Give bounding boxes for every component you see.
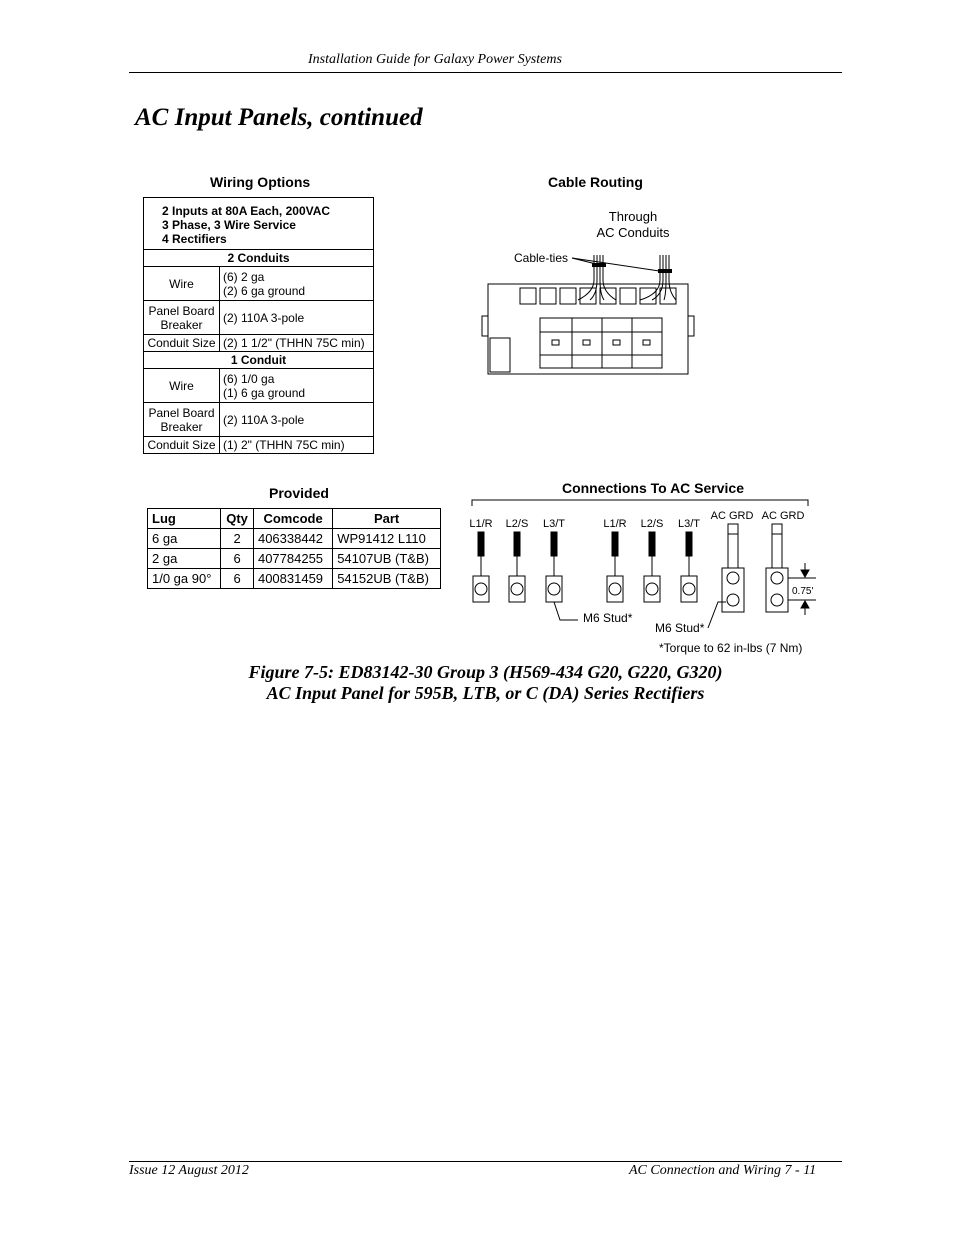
connections-diagram [462,478,828,660]
caption-line: Figure 7-5: ED83142-30 Group 3 (H569-434 G20, G220, G320) [248,662,723,682]
cable-ties-leader [572,258,666,272]
column-header: Part [333,509,441,529]
table-row [144,437,374,454]
row-label: Panel Board Breaker [144,403,220,437]
row-label: Conduit Size [144,437,220,454]
cell: 407784255 [253,549,332,569]
summary-line: 2 Inputs at 80A Each, 200VAC [162,204,331,218]
ground-label: AC GRD [710,510,754,522]
lug [473,532,489,602]
table-row [144,267,374,301]
cell: 6 [221,549,254,569]
wiring-options-table [143,197,374,454]
ground-lug-set [722,524,788,612]
cell: 2 ga [148,549,221,569]
lug-label: L3/T [542,518,566,530]
row-label: Wire [144,369,220,403]
lug [681,532,697,602]
connections-title: Connections To AC Service [561,480,745,496]
lug [509,532,525,602]
value-line: (6) 2 ga [223,269,265,284]
cable-routing-title: Cable Routing [548,174,643,190]
cell: 6 ga [148,529,221,549]
bracket [472,500,808,506]
ground-lug [722,524,744,612]
stud-note: M6 Stud* [655,621,705,635]
column-header: Comcode [253,509,332,529]
lug-set [473,532,697,602]
cell: 6 [221,569,254,589]
row-value: (1) 2" (THHN 75C min) [220,437,374,454]
row-value [220,369,374,403]
table-row [144,335,374,352]
figure-caption [129,662,842,704]
group-heading: 2 Conduits [144,250,374,267]
header-rule [129,72,842,73]
ground-label: AC GRD [761,510,805,522]
row-value: (2) 110A 3-pole [220,301,374,335]
value-line: (6) 1/0 ga [223,371,275,386]
table-row [144,250,374,267]
summary-line: 3 Phase, 3 Wire Service [162,218,296,232]
cell: WP91412 L110 [333,529,441,549]
stud-leader [554,602,578,620]
summary-line: 4 Rectifiers [162,232,227,246]
table-row [144,198,374,250]
cable-ties-label: Cable-ties [514,251,569,265]
lug [546,532,562,602]
mounting-ear [688,316,694,336]
wiring-options-title: Wiring Options [210,174,311,190]
row-label: Conduit Size [144,335,220,352]
cable-tie [658,269,672,273]
mounting-ear [482,316,488,336]
footer-issue: Issue 12 August 2012 [129,1163,249,1178]
lug-label: L2/S [640,518,664,530]
table-row [148,529,441,549]
lug [644,532,660,602]
table-row [144,369,374,403]
provided-title: Provided [269,485,329,501]
lug-label: L2/S [505,518,529,530]
lug-label: L3/T [677,518,701,530]
group-heading: 1 Conduit [144,352,374,369]
row-value: (2) 110A 3-pole [220,403,374,437]
page-title: AC Input Panels, continued [135,104,423,131]
breaker-row [540,318,662,368]
panel-enclosure [488,284,688,374]
table-row [144,352,374,369]
value-line: (2) 6 ga ground [223,283,306,298]
row-label: Wire [144,267,220,301]
table-row [144,403,374,437]
table-header-row [148,509,441,529]
cable-bundle [578,255,676,300]
footer-rule [129,1161,842,1162]
table-row [148,569,441,589]
terminal-row [520,288,676,304]
running-header: Installation Guide for Galaxy Power Systems [308,52,562,67]
cable-tie [592,263,606,267]
footer-section: AC Connection and Wiring 7 - 11 [629,1163,817,1178]
cell: 406338442 [253,529,332,549]
lug-label: L1/R [603,518,627,530]
wiring-summary [144,198,374,250]
caption-line: AC Input Panel for 595B, LTB, or C (DA) Series Rectifiers [266,683,705,703]
column-header: Qty [221,509,254,529]
through-label: Through [608,209,658,224]
stud-note: M6 Stud* [583,611,633,625]
lug-label: L1/R [469,518,493,530]
through-label: AC Conduits [596,225,670,240]
table-row [144,301,374,335]
cable-routing-diagram [480,200,705,380]
column-header: Lug [148,509,221,529]
cell: 54152UB (T&B) [333,569,441,589]
row-value [220,267,374,301]
cell: 54107UB (T&B) [333,549,441,569]
cell: 2 [221,529,254,549]
cell: 1/0 ga 90° [148,569,221,589]
dimension-label: 0.75' [792,586,814,597]
lug [607,532,623,602]
provided-table [147,508,441,589]
torque-note: *Torque to 62 in-lbs (7 Nm) [659,641,803,655]
row-value: (2) 1 1/2" (THHN 75C min) [220,335,374,352]
cell: 400831459 [253,569,332,589]
lug-labels [469,510,804,530]
side-box [490,338,510,372]
breaker-marks [552,340,650,345]
value-line: (1) 6 ga ground [223,385,306,400]
table-row [148,549,441,569]
ground-lug [766,524,788,612]
row-label: Panel Board Breaker [144,301,220,335]
